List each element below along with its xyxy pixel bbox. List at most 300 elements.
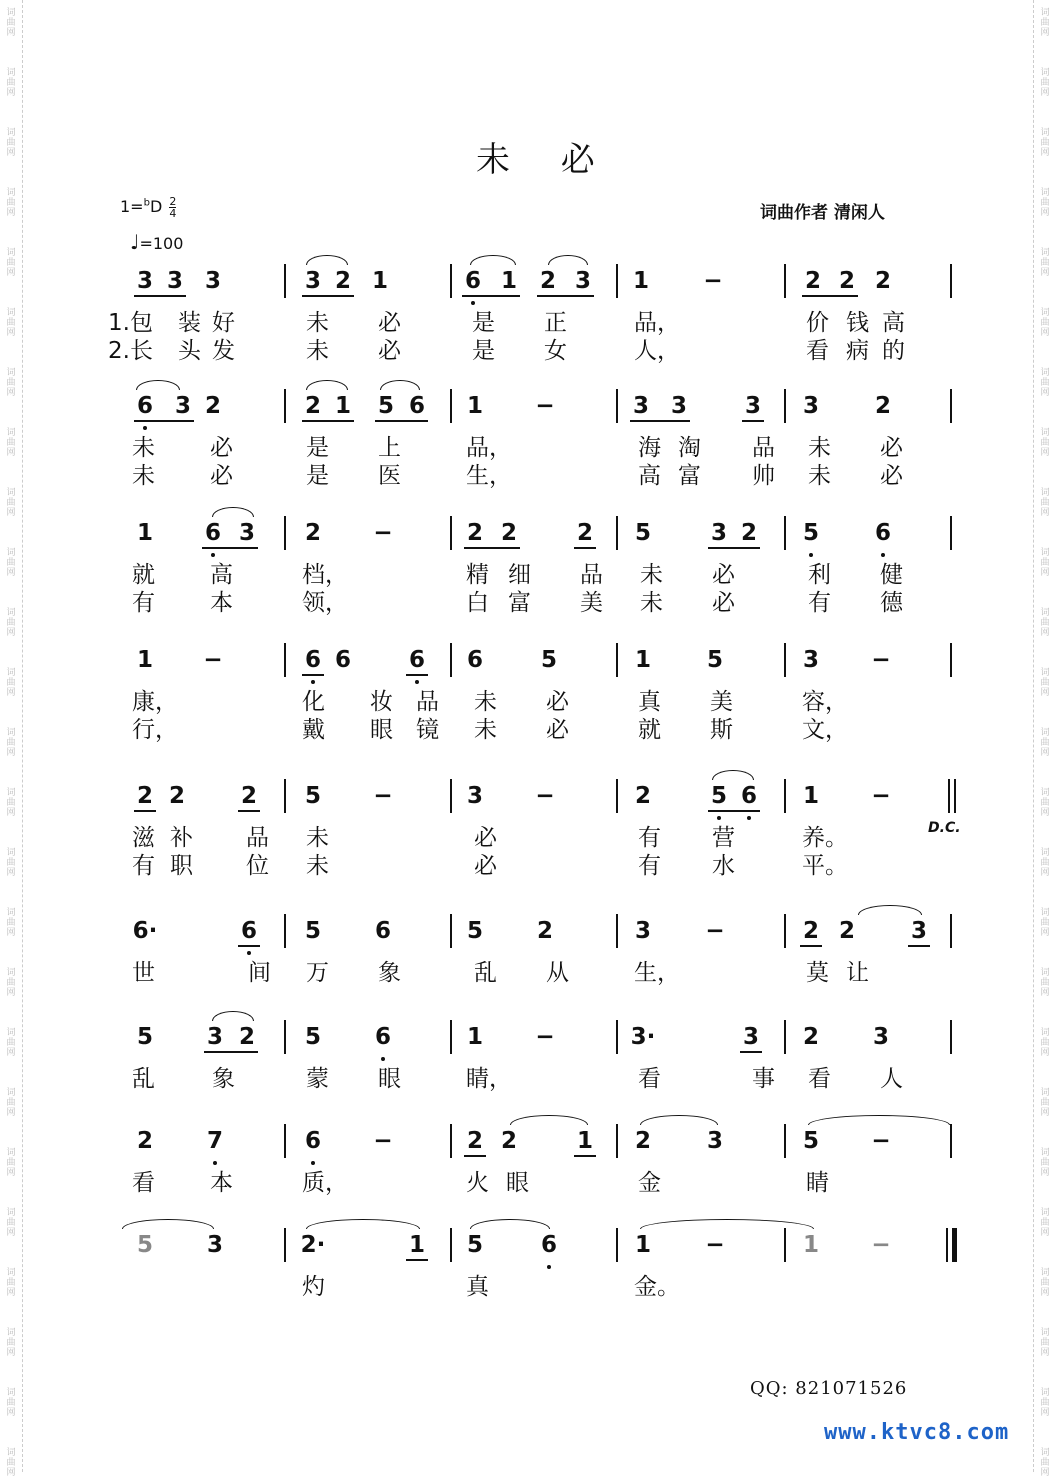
barline [450,779,452,813]
barline [946,1228,948,1262]
underline [537,295,594,297]
underline [202,547,258,549]
note: 6 [204,520,221,546]
barline [784,779,786,813]
note: 6 [464,268,481,294]
watermark-text: 词曲网 [6,608,16,638]
key-letter: D [149,197,163,216]
lyric-verse1: 乱 [474,960,497,986]
note: 3 [632,393,649,419]
underline [908,945,930,947]
barline [450,1124,452,1158]
lyric-verse1: 睛， [466,1066,512,1092]
underline [406,674,428,676]
watermark-text: 词曲网 [6,488,16,518]
note: 2 [136,783,153,809]
watermark-text: 词曲网 [1040,968,1050,998]
note: 3 [166,268,183,294]
website-logo [824,1420,1009,1445]
lyric-verse1: 未 [640,562,663,588]
octave-dot [747,816,751,820]
lyric-verse1: 是 [472,310,495,336]
lyric-verse2: 领， [302,590,348,616]
underline [302,295,354,297]
quarter-note-icon: ♩ [130,230,140,254]
slur [122,1219,214,1229]
lyric-verse2: 未 [306,338,329,364]
lyric-verse1: 象 [378,960,401,986]
octave-dot [717,816,721,820]
author-credit: 词曲作者 清闲人 [760,203,885,223]
note: 3 [136,268,153,294]
time-signature [169,196,176,219]
lyric-verse2: 未 [474,717,497,743]
barline [450,264,452,298]
underline [574,547,596,549]
note: 2 [634,783,651,809]
note: 3 [174,393,191,419]
watermark-text: 词曲网 [1040,848,1050,878]
lyric-verse2: 本 [210,590,233,616]
note: 5 [304,783,321,809]
note: 3· [630,1024,656,1050]
lyric-verse1: 从 [546,960,569,986]
lyric-verse2: 发 [212,338,235,364]
watermark-text: 词曲网 [6,248,16,278]
lyric-verse1: 金。 [634,1274,680,1300]
octave-dot [881,553,885,557]
lyric-verse1: 间 [248,960,271,986]
lyric-verse2: 头 [178,338,201,364]
note: 2 [466,1128,483,1154]
lyric-verse2: 就 [638,717,661,743]
lyric-verse1: 装 [178,310,201,336]
underline [302,420,354,422]
lyric-verse1: 眼 [378,1066,401,1092]
note: 6 [240,918,257,944]
lyric-verse2: 病 [846,338,869,364]
note: 5 [304,1024,321,1050]
dash-note: − [373,1128,393,1154]
octave-dot [213,1161,217,1165]
barline [616,389,618,423]
lyric-verse2: 必 [546,717,569,743]
dash-note: − [203,647,223,673]
watermark-text: 词曲网 [1040,668,1050,698]
watermark-text: 词曲网 [6,428,16,458]
note: 3 [910,918,927,944]
note: 1 [466,1024,483,1050]
note: 3 [670,393,687,419]
key-prefix: 1= [120,197,144,216]
slur [858,905,922,915]
lyric-verse2: 必 [474,853,497,879]
barline [616,1124,618,1158]
barline [950,643,952,677]
note: 5 [802,520,819,546]
note: 6· [132,918,158,944]
lyric-verse2: 有 [132,853,155,879]
barline [450,516,452,550]
slur [640,1219,814,1229]
underline [134,420,194,422]
lyric-verse2: 眼 [370,717,393,743]
barline [616,516,618,550]
slur [470,255,516,265]
watermark-text: 词曲网 [6,968,16,998]
barline [450,914,452,948]
barline [616,264,618,298]
watermark-text: 词曲网 [1040,488,1050,518]
lyric-verse2: 2.长 [108,338,153,364]
lyric-verse1: 必 [378,310,401,336]
lyric-verse2: 未 [640,590,663,616]
note: 2 [136,1128,153,1154]
slur [712,770,754,780]
octave-dot [547,1265,551,1269]
octave-dot [381,1057,385,1061]
slur [212,1011,254,1021]
underline [800,945,822,947]
lyric-verse1: 有 [638,825,661,851]
watermark-text: 词曲网 [6,1148,16,1178]
lyric-verse1: 化 [302,689,325,715]
lyric-verse2: 镜 [416,717,439,743]
barline [616,1020,618,1054]
watermark-text: 词曲网 [1040,1448,1050,1478]
note: 1 [500,268,517,294]
barline [284,264,286,298]
note: 5 [136,1232,153,1258]
note: 5 [466,918,483,944]
lyric-verse1: 象 [212,1066,235,1092]
lyric-verse1: 利 [808,562,831,588]
tempo-mark [130,230,183,254]
lyric-verse1: 美 [710,689,733,715]
lyric-verse1: 品 [580,562,603,588]
barline [784,389,786,423]
lyric-verse2: 美 [580,590,603,616]
dash-note: − [871,1232,891,1258]
lyric-verse1: 品， [466,435,512,461]
watermark-text: 词曲网 [6,728,16,758]
note: 3 [802,647,819,673]
note: 1 [136,647,153,673]
octave-dot [415,680,419,684]
lyric-verse2: 帅 [752,463,775,489]
note: 2 [240,783,257,809]
slur [548,255,588,265]
octave-dot [311,680,315,684]
lyric-verse1: 健 [880,562,903,588]
lyric-verse1: 养。 [802,825,848,851]
note: 3 [634,918,651,944]
note: 6 [374,918,391,944]
dash-note: − [535,1024,555,1050]
slur [510,1115,588,1125]
barline [284,1020,286,1054]
watermark-text: 词曲网 [1040,608,1050,638]
lyric-verse2: 医 [378,463,401,489]
lyric-verse1: 淘 [678,435,701,461]
barline [784,264,786,298]
slur [640,1115,718,1125]
watermark-text: 词曲网 [6,128,16,158]
underline [464,547,520,549]
note: 2 [238,1024,255,1050]
lyric-verse2: 高 [638,463,661,489]
lyric-verse2: 戴 [302,717,325,743]
note: 2 [304,393,321,419]
note: 3 [872,1024,889,1050]
lyric-verse1: 高 [210,562,233,588]
note: 1 [334,393,351,419]
lyric-verse1: 让 [846,960,869,986]
note: 6 [874,520,891,546]
note: 3 [706,1128,723,1154]
lyric-verse1: 妆 [370,689,393,715]
note: 3 [304,268,321,294]
note: 3 [744,393,761,419]
lyric-verse1: 乱 [132,1066,155,1092]
lyric-verse1: 未 [474,689,497,715]
note: 3 [574,268,591,294]
slur [136,380,180,390]
lyric-verse2: 未 [306,853,329,879]
underline [742,420,764,422]
octave-dot [809,553,813,557]
slur [306,1219,420,1229]
lyric-verse2: 位 [246,853,269,879]
lyric-verse2: 有 [132,590,155,616]
underline [708,810,760,812]
watermark-text: 词曲网 [1040,908,1050,938]
watermark-text: 词曲网 [1040,1148,1050,1178]
watermark-text: 词曲网 [1040,548,1050,578]
lyric-verse1: 看 [808,1066,831,1092]
note: 5 [802,1128,819,1154]
dash-note: − [535,783,555,809]
lyric-verse1: 火 [466,1170,489,1196]
lyric-verse1: 档， [302,562,348,588]
lyric-verse2: 看 [806,338,829,364]
note: 6 [466,647,483,673]
dash-note: − [373,783,393,809]
note: 1 [632,268,649,294]
note: 2 [802,1024,819,1050]
lyric-verse1: 眼 [506,1170,529,1196]
lyric-verse2: 职 [170,853,193,879]
lyric-verse1: 真 [466,1274,489,1300]
lyric-verse1: 好 [212,310,235,336]
lyric-verse2: 必 [378,338,401,364]
lyric-verse1: 未 [306,825,329,851]
flat-sign: b [143,197,150,209]
lyric-verse1: 必 [210,435,233,461]
watermark-text: 词曲网 [1040,8,1050,38]
note: 2 [204,393,221,419]
octave-dot [311,1161,315,1165]
watermark-text: 词曲网 [6,1088,16,1118]
lyric-verse1: 滋 [132,825,155,851]
lyric-verse1: 万 [306,960,329,986]
barline [950,389,952,423]
lyric-verse1: 细 [508,562,531,588]
dash-note: − [703,268,723,294]
note: 6 [408,393,425,419]
note: 3 [238,520,255,546]
slur [808,1115,950,1125]
note: 1 [576,1128,593,1154]
lyric-verse2: 未 [132,463,155,489]
barline [784,1020,786,1054]
lyric-verse2: 是 [472,338,495,364]
slur [306,255,348,265]
note: 5 [540,647,557,673]
note: 3 [466,783,483,809]
lyric-verse1: 生， [634,960,680,986]
barline [450,1228,452,1262]
underline [464,1155,486,1157]
barline [954,779,956,813]
lyric-verse1: 必 [712,562,735,588]
barline [450,389,452,423]
key-signature [120,196,176,219]
lyric-verse2: 必 [210,463,233,489]
lyric-verse1: 容， [802,689,848,715]
note: 6 [334,647,351,673]
lyric-verse1: 未 [132,435,155,461]
dash-note: − [373,520,393,546]
note: 5 [466,1232,483,1258]
note: 2 [500,520,517,546]
lyric-verse1: 必 [546,689,569,715]
lyric-verse2: 富 [508,590,531,616]
underline [134,810,156,812]
lyric-verse1: 灼 [302,1274,325,1300]
underline [740,1051,762,1053]
watermark-text: 词曲网 [1040,788,1050,818]
lyric-verse1: 补 [170,825,193,851]
watermark-text: 词曲网 [1040,428,1050,458]
dash-note: − [871,783,891,809]
note: 5 [706,647,723,673]
underline [802,295,858,297]
barline [284,389,286,423]
lyric-verse1: 营 [712,825,735,851]
octave-dot [211,553,215,557]
note: 1 [136,520,153,546]
barline [950,1020,952,1054]
barline [616,1228,618,1262]
lyric-verse1: 质， [302,1170,348,1196]
note: 2 [466,520,483,546]
note: 1 [634,1232,651,1258]
underline [406,1259,428,1261]
underline [302,674,324,676]
note: 2 [536,918,553,944]
watermark-text: 词曲网 [1040,128,1050,158]
dash-note: − [871,1128,891,1154]
watermark-text: 词曲网 [1040,248,1050,278]
note: 2 [874,268,891,294]
time-top: 2 [169,195,177,208]
note: 6 [136,393,153,419]
slur [306,380,348,390]
note: 3 [206,1232,223,1258]
lyric-verse1: 品 [752,435,775,461]
octave-dot [143,426,147,430]
note: 2 [539,268,556,294]
note: 2 [500,1128,517,1154]
barline [950,264,952,298]
note: 1 [408,1232,425,1258]
lyric-verse1: 未 [808,435,831,461]
note: 6 [374,1024,391,1050]
lyric-verse2: 有 [638,853,661,879]
note: 1 [466,393,483,419]
lyric-verse1: 海 [638,435,661,461]
slur [212,507,254,517]
barline [950,1124,952,1158]
lyric-verse2: 必 [712,590,735,616]
lyric-verse2: 未 [808,463,831,489]
watermark-text: 词曲网 [6,1028,16,1058]
lyric-verse2: 平。 [802,853,848,879]
watermark-text: 词曲网 [6,668,16,698]
dash-note: − [871,647,891,673]
barline [948,779,950,813]
watermark-text: 词曲网 [6,1388,16,1418]
note: 2 [740,520,757,546]
lyric-verse1: 品 [416,689,439,715]
watermark-text: 词曲网 [1040,1328,1050,1358]
lyric-verse1: 人 [880,1066,903,1092]
lyric-verse1: 高 [882,310,905,336]
watermark-text: 词曲网 [6,1328,16,1358]
octave-dot [471,301,475,305]
watermark-text: 词曲网 [6,308,16,338]
watermark-text: 词曲网 [1040,1028,1050,1058]
note: 2· [300,1232,326,1258]
song-title: 未 必 [476,140,615,180]
underline [630,420,690,422]
lyric-verse2: 文， [802,717,848,743]
lyric-verse2: 必 [880,463,903,489]
barline [950,516,952,550]
lyric-verse1: 康， [132,689,178,715]
barline [284,643,286,677]
note: 3 [206,1024,223,1050]
watermark-text: 词曲网 [6,1448,16,1478]
note: 1 [802,1232,819,1258]
lyric-verse1: 精 [466,562,489,588]
watermark-text: 词曲网 [1040,68,1050,98]
watermark-text: 词曲网 [6,1208,16,1238]
note: 7 [206,1128,223,1154]
note: 1 [371,268,388,294]
note: 6 [304,1128,321,1154]
note: 1 [634,647,651,673]
lyric-verse2: 女 [544,338,567,364]
barline [784,914,786,948]
note: 5 [710,783,727,809]
lyric-verse1: 上 [378,435,401,461]
watermark-text: 词曲网 [6,848,16,878]
note: 6 [408,647,425,673]
watermark-text: 词曲网 [6,548,16,578]
lyric-verse1: 就 [132,562,155,588]
